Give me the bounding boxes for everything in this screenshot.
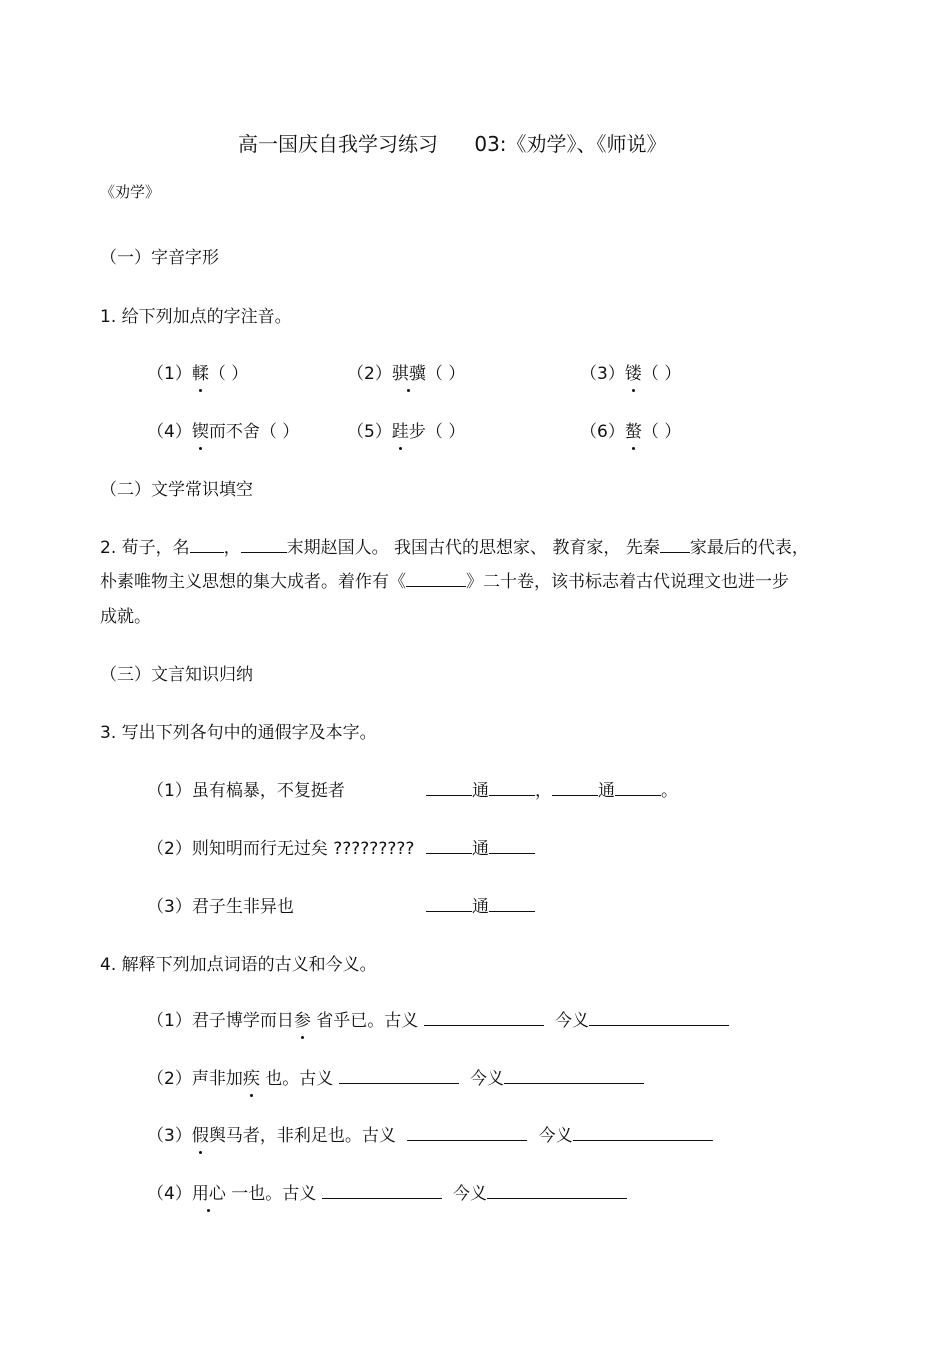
page-title [238, 130, 667, 158]
answer-blank[interactable] [426, 895, 472, 912]
q1-item-1: （1）輮（ ） [147, 364, 249, 384]
section-label: 《劝学》 [100, 183, 161, 201]
answer-blank[interactable] [615, 779, 661, 796]
answer-blank[interactable] [660, 536, 690, 553]
answer-blank[interactable] [426, 779, 472, 796]
q3-item-2-answer: 通 [426, 837, 535, 861]
answer-blank[interactable] [573, 1124, 713, 1141]
answer-blank[interactable] [552, 779, 598, 796]
dotted-word: 跬 [391, 422, 409, 442]
heading-1: （一）字音字形 [100, 248, 219, 268]
answer-blank[interactable] [589, 1009, 729, 1026]
q4-stem: 4. 解释下列加点词语的古义和今义。 [100, 955, 377, 975]
answer-blank[interactable] [487, 1182, 627, 1199]
title-right: 03:《劝学》、《师说》 [474, 132, 667, 156]
q1-item-5: （5）跬步（ ） [347, 422, 466, 442]
q1-item-3: （3）镂（ ） [580, 364, 682, 384]
q4-item-2: （2）声非加疾 也。古义 今义 [147, 1067, 644, 1091]
dotted-word: 假 [191, 1126, 209, 1146]
answer-blank[interactable] [424, 1009, 544, 1026]
answer-blank[interactable] [322, 1182, 442, 1199]
q3-item-3-text: （3）君子生非异也 [147, 897, 294, 917]
dotted-word: 锲 [191, 422, 209, 442]
answer-blank[interactable] [489, 895, 535, 912]
answer-blank[interactable] [406, 570, 466, 587]
q4-item-1: （1）君子博学而日参 省乎已。古义 今义 [147, 1009, 729, 1033]
answer-blank[interactable] [241, 536, 287, 553]
answer-blank[interactable] [339, 1067, 459, 1084]
answer-blank[interactable] [489, 837, 535, 854]
dotted-word: 輮 [191, 364, 209, 384]
q1-stem: 1. 给下列加点的字注音。 [100, 307, 292, 327]
answer-blank[interactable] [426, 837, 472, 854]
q3-item-1-text: （1）虽有槁暴，不复挺者 [147, 781, 345, 801]
q2-line-2: 朴素唯物主义思想的集大成者。着作有《 》二十卷，该书标志着古代说理文也进一步 [100, 572, 789, 592]
dotted-word: 参 [293, 1011, 311, 1031]
answer-blank[interactable] [489, 779, 535, 796]
q2-line-1: 2. 荀子，名 ， 末期赵国人。 我国古代的思想家、 教育家， 先秦 家最后的代表， [100, 538, 809, 558]
q3-item-3-answer: 通 [426, 895, 535, 919]
q2-line-3: 成就。 [100, 607, 151, 627]
answer-blank[interactable] [504, 1067, 644, 1084]
heading-3: （三）文言知识归纳 [100, 665, 253, 685]
q3-stem: 3. 写出下列各句中的通假字及本字。 [100, 723, 377, 743]
answer-blank[interactable] [407, 1124, 527, 1141]
q3-item-1-answer: 通 ， 通 。 [426, 779, 678, 803]
q3-item-2-text: （2）则知明而行无过矣 ????????? [147, 839, 415, 859]
q1-item-6: （6）螯（ ） [580, 422, 682, 442]
answer-blank[interactable] [190, 536, 224, 553]
dotted-word: 螯 [624, 422, 642, 442]
heading-2: （二）文学常识填空 [100, 480, 253, 500]
q4-item-3: （3）假舆马者，非利足也。古义 今义 [147, 1124, 713, 1148]
dotted-word: 用心 [191, 1184, 226, 1204]
q4-item-4: （4）用心 一也。古义 今义 [147, 1182, 627, 1206]
dotted-word: 骐骥 [391, 364, 426, 384]
dotted-word: 疾 [242, 1069, 260, 1089]
q1-item-4: （4）锲而不舍（ ） [147, 422, 300, 442]
title-left: 高一国庆自我学习练习 [238, 132, 438, 156]
dotted-word: 镂 [624, 364, 642, 384]
q1-item-2: （2）骐骥（ ） [347, 364, 466, 384]
